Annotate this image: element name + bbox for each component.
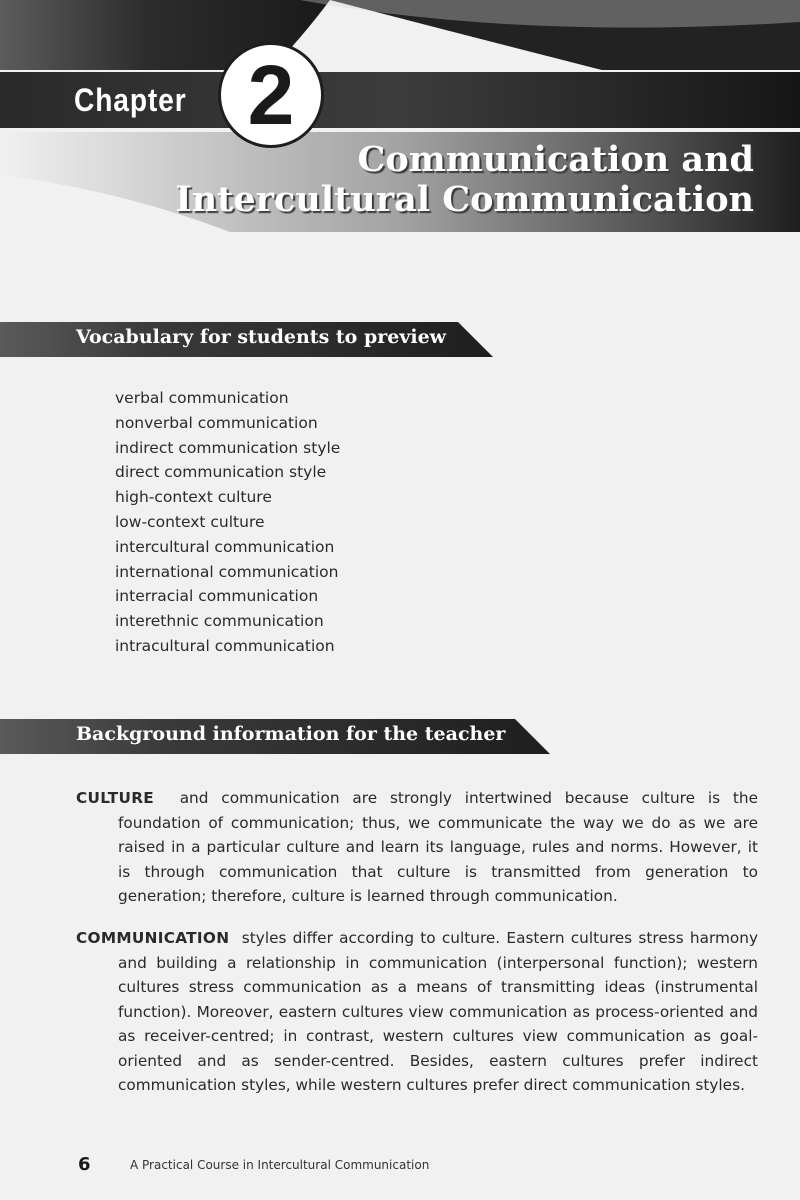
chapter-title xyxy=(175,140,754,220)
list-item: direct communication style xyxy=(115,463,327,482)
list-item: interracial communication xyxy=(115,587,319,606)
chapter-title-line1: Communication and xyxy=(357,139,754,180)
paragraph-communication xyxy=(76,926,758,1098)
footer-book-title: A Practical Course in Intercultural Communication xyxy=(130,1158,430,1172)
chapter-label: Chapter xyxy=(74,82,187,118)
vocab-section-heading xyxy=(0,322,495,357)
chapter-number-badge: 2 xyxy=(218,42,324,148)
list-item: interethnic communication xyxy=(115,612,324,631)
background-heading-text: Background information for the teacher xyxy=(76,723,506,745)
background-section-heading xyxy=(0,719,552,754)
chapter-header xyxy=(0,0,800,232)
list-item: verbal communication xyxy=(115,389,289,407)
list-item: international communication xyxy=(115,562,339,581)
paragraph-term: CULTURE xyxy=(76,789,155,807)
page-number: 6 xyxy=(78,1154,91,1175)
list-item: high-context culture xyxy=(115,488,272,507)
paragraph-text: and communication are strongly intertwined because culture is the foundation of communication; thus, we communicate the way we do as we are raised in a particular culture and learn its language, rules and norms. However, it is through communication that culture is transmitted from generation to generation; therefore, culture is learned through communication. xyxy=(118,789,758,905)
list-item: low-context culture xyxy=(115,512,265,531)
list-item: intercultural communication xyxy=(115,537,335,556)
paragraph-term: COMMUNICATION xyxy=(76,929,230,947)
vocab-list xyxy=(115,386,340,659)
list-item: nonverbal communication xyxy=(115,413,318,432)
paragraph-text: styles differ according to culture. Eastern cultures stress harmony and building a relationship in communication (interpersonal function); western cultures stress communication as a means of transmitting ideas (instrumental function). Moreover, eastern cultures view communication as process-oriented and as receiver-centred; in contrast, western cultures view communication as goal-oriented and as sender-centred. Besides, eastern cultures prefer indirect communication styles, while western cultures prefer direct communication styles. xyxy=(118,929,758,1094)
vocab-heading-text: Vocabulary for students to preview xyxy=(76,326,447,348)
chapter-title-line2: Intercultural Communication xyxy=(175,179,754,220)
list-item: intracultural communication xyxy=(115,636,335,655)
paragraph-culture xyxy=(76,786,758,909)
list-item: indirect communication style xyxy=(115,438,341,457)
